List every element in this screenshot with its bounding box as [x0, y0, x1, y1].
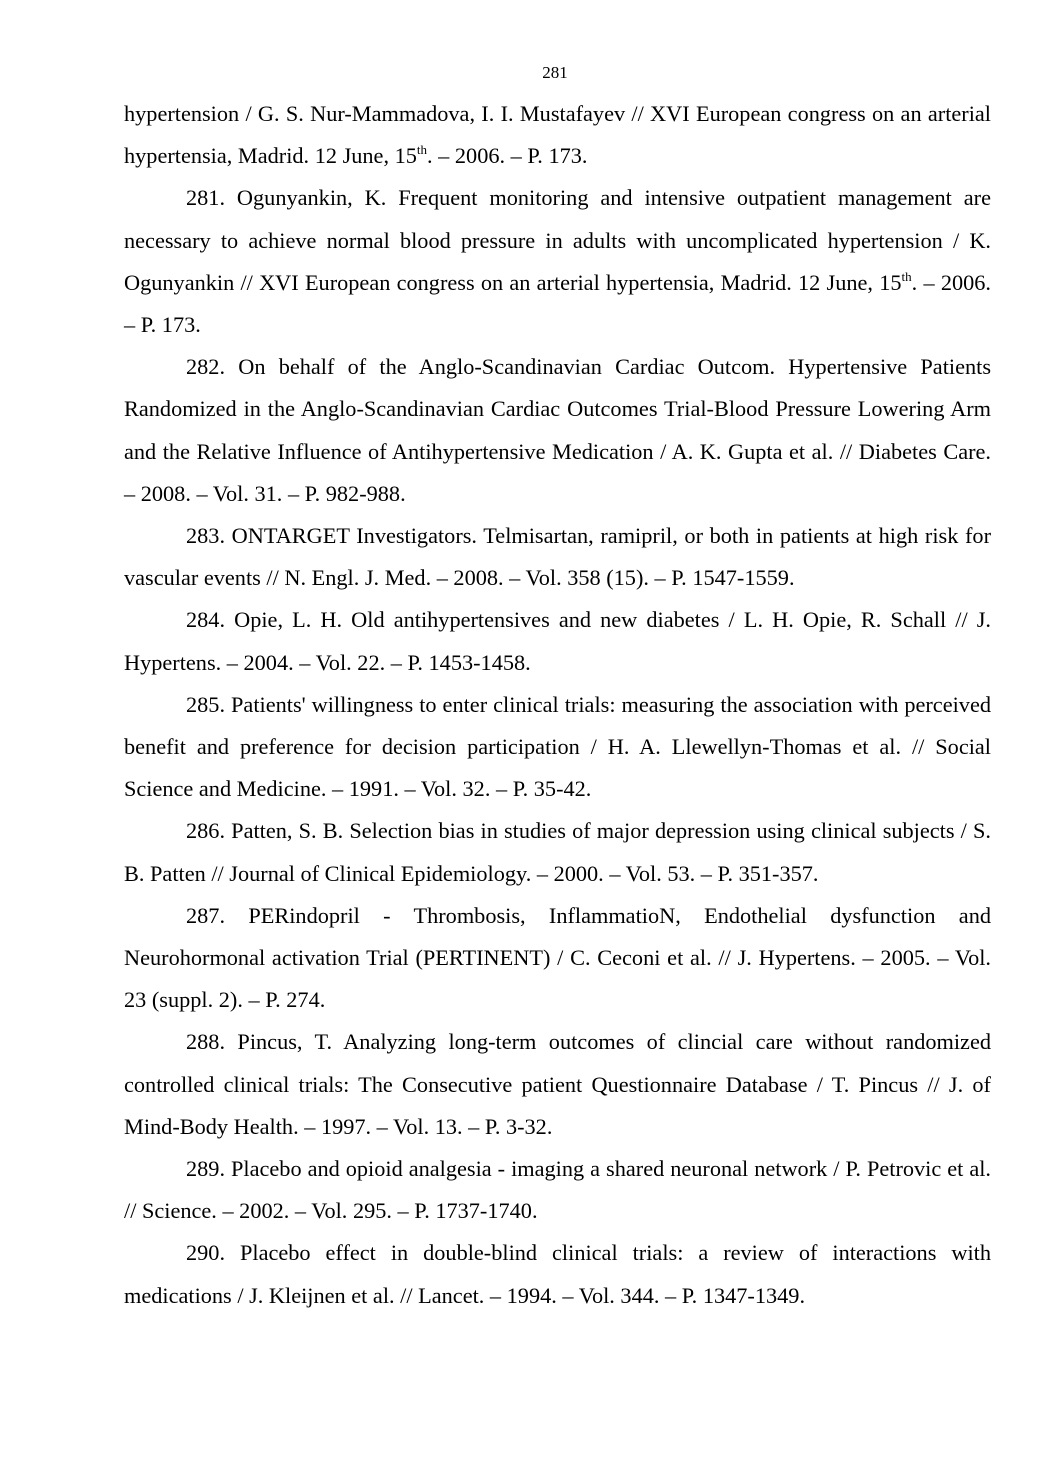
reference-text: 285. Patients' willingness to enter clinical trials: measuring the association with perceived benefit and preference for decision participation / H. A. Llewellyn-Thomas et al. // Social Science and Medicine. – 1991. – Vol. 32. – P. 35-42. [124, 691, 991, 802]
reference-entry [124, 515, 991, 599]
ordinal-superscript: th [901, 268, 912, 284]
reference-text: 288. Pincus, T. Analyzing long-term outcomes of clincial care without randomized controlled clinical trials: The Consecutive patient Questionnaire Database / T. Pincus // J. of Mind-Body Health. – 1997. – Vol. 13. – P. 3-32. [124, 1029, 991, 1139]
reference-entry [124, 684, 991, 811]
reference-text: 284. Opie, L. H. Old antihypertensives and new diabetes / L. H. Opie, R. Schall // J. Hypertens. – 2004. – Vol. 22. – P. 1453-1458. [124, 607, 991, 675]
reference-list [124, 93, 991, 1317]
reference-text: 287. PERindopril - Thrombosis, InflammatioN, Endothelial dysfunction and Neurohormonal activation Trial (PERTINENT) / C. Ceconi et al. // J. Hypertens. – 2005. – Vol. 23 (suppl. 2). – P. 274. [124, 902, 991, 1013]
reference-entry [124, 599, 991, 683]
reference-text: 289. Placebo and opioid analgesia - imaging a shared neuronal network / P. Petrovic et al. // Science. – 2002. – Vol. 295. – P. 1737-1740. [124, 1156, 991, 1224]
reference-text: hypertension / G. S. Nur-Mammadova, I. I. Mustafayev // XVI European congress on an arterial hypertensia, Madrid. 12 June, 15 [124, 101, 991, 169]
reference-entry [124, 177, 991, 346]
reference-entry [124, 346, 991, 515]
reference-entry [124, 810, 991, 894]
reference-entry [124, 1232, 991, 1316]
reference-text: 290. Placebo effect in double-blind clinical trials: a review of interactions with medications / J. Kleijnen et al. // Lancet. – 1994. – Vol. 344. – P. 1347-1349. [124, 1240, 991, 1308]
reference-entry [124, 1021, 991, 1148]
reference-text: 286. Patten, S. B. Selection bias in studies of major depression using clinical subjects / S. B. Patten // Journal of Clinical Epidemiology. – 2000. – Vol. 53. – P. 351-357. [124, 818, 991, 886]
reference-text: . – 2006. – P. 173. [124, 269, 992, 338]
reference-text: 282. On behalf of the Anglo-Scandinavian Cardiac Outcom. Hypertensive Patients Randomized in the Anglo-Scandinavian Cardiac Outcomes Trial-Blood Pressure Lowering Arm and the Relative Influence of Antihypertensive Medication / A. K. Gupta et al. // Diabetes Care. – 2008. – Vol. 31. – P. 982-988. [124, 354, 991, 506]
ordinal-superscript: th [416, 142, 428, 158]
reference-text: 281. Ogunyankin, K. Frequent monitoring and intensive outpatient management are necessary to achieve normal blood pressure in adults with uncomplicated hypertension / K. Ogunyankin // XVI European congress on an arterial hypertensia, Madrid. 12 June, 15 [124, 185, 991, 295]
reference-entry [124, 1148, 991, 1232]
page-number: 281 [542, 63, 568, 82]
reference-text: . – 2006. – P. 173. [427, 143, 588, 169]
reference-entry [124, 895, 991, 1022]
reference-text: 283. ONTARGET Investigators. Telmisartan, ramipril, or both in patients at high risk for vascular events // N. Engl. J. Med. – 2008. – Vol. 358 (15). – P. 1547-1559. [124, 523, 991, 591]
reference-continuation [124, 93, 991, 177]
